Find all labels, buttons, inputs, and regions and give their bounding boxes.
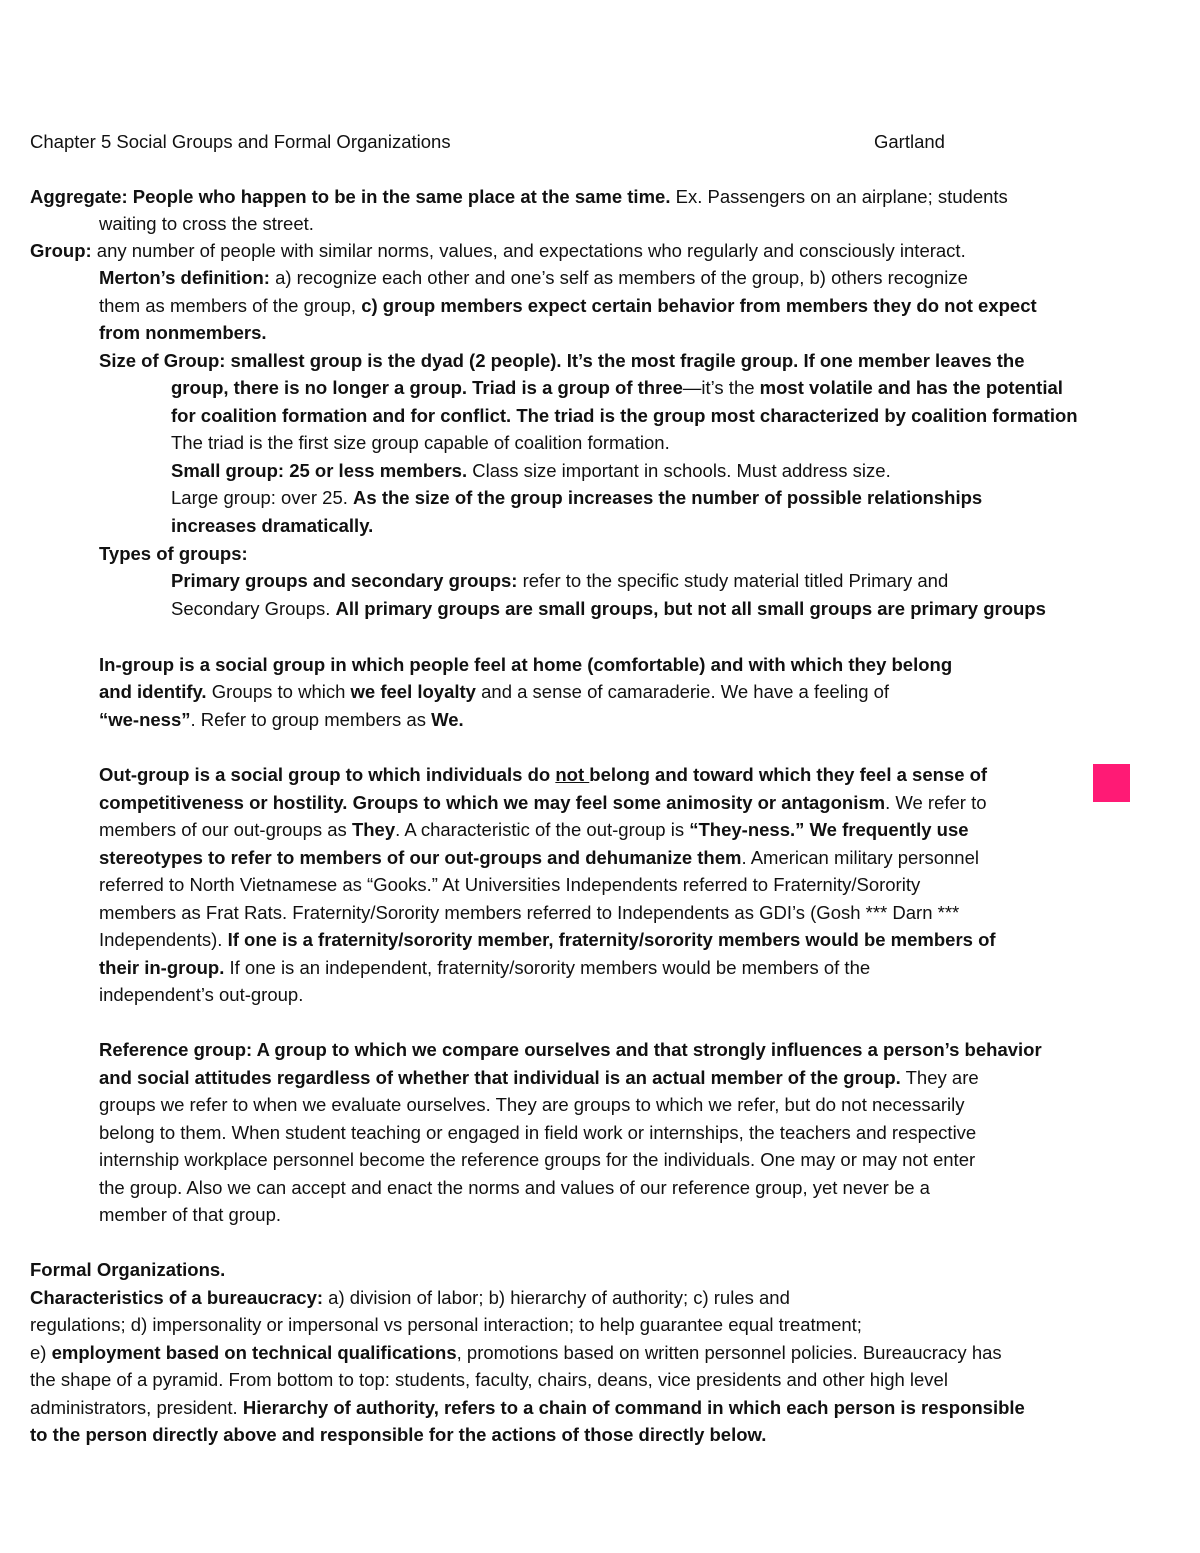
text-line [99,816,969,843]
text-line [30,1311,862,1338]
bold-text: “They-ness.” We frequently use [689,819,969,840]
text-line [99,210,314,237]
text-line [99,1119,976,1146]
text-line [99,1091,965,1118]
text-span: , promotions based on written personnel policies. Bureaucracy has [456,1342,1002,1363]
text-line [30,1394,1025,1421]
text-line [99,292,1037,319]
text-span: administrators, president. [30,1397,243,1418]
bold-text: Reference group: A group to which we compare ourselves and that strongly influences a person’s behavior [99,1039,1042,1060]
text-span: Large group: over 25. [171,487,354,508]
text-span: If one is an independent, fraternity/sorority members would be members of the [224,957,871,978]
author-name: Gartland [874,131,945,152]
bold-text: Hierarchy of authority, refers to a chain of command in which each person is responsible [242,1397,1025,1418]
text-line [99,844,979,871]
text-line [99,540,248,567]
bold-text: c) group members expect certain behavior from members they do not expect [361,295,1037,316]
text-line [171,484,982,511]
text-line [99,871,920,898]
text-span: Class size important in schools. Must address size. [467,460,891,481]
text-span: any number of people with similar norms, values, and expectations who regularly and consciously interact. [91,240,966,261]
text-span: . Refer to group members as [190,709,432,730]
bold-text: group, there is no longer a group. Triad is a group of three [171,377,683,398]
bold-text: employment based on technical qualifications [51,1342,457,1363]
text-line [171,595,1046,622]
bold-text: and social attitudes regardless of whether that individual is an actual member of the group. [99,1067,901,1088]
text-line [30,1366,948,1393]
text-line [99,1036,1042,1063]
text-span: . We refer to [885,792,987,813]
text-line [30,237,966,264]
text-line [99,899,959,926]
text-line [99,1201,281,1228]
text-span: member of that group. [99,1204,282,1225]
text-line [171,429,670,456]
page-title: Chapter 5 Social Groups and Formal Organizations [30,131,451,152]
text-line [99,678,889,705]
text-line [30,1284,790,1311]
text-span: regulations; d) impersonality or impersonal vs personal interaction; to help guarantee equal treatment; [30,1314,862,1335]
bold-text: Characteristics of a bureaucracy: [30,1287,324,1308]
text-span: waiting to cross the street. [99,213,314,234]
text-line [171,512,373,539]
text-line [99,954,870,981]
text-span: e) [30,1342,52,1363]
text-span: groups we refer to when we evaluate ourselves. They are groups to which we refer, but do not necessarily [99,1094,965,1115]
text-span: a) recognize each other and one’s self as members of the group, b) others recognize [269,267,968,288]
text-span: members of our out-groups as [99,819,352,840]
text-span: them as members of the group, [99,295,362,316]
text-line [30,183,1008,210]
text-line [30,1421,766,1448]
bold-text: to the person directly above and responsible for the actions of those directly below. [30,1424,767,1445]
text-span: a) division of labor; b) hierarchy of authority; c) rules and [323,1287,790,1308]
text-span: . A characteristic of the out-group is [395,819,690,840]
bold-text: competitiveness or hostility. Groups to which we may feel some animosity or antagonism [99,792,886,813]
text-line [171,457,891,484]
text-span: and a sense of camaraderie. We have a feeling of [475,681,890,702]
bold-text: Types of groups: [99,543,248,564]
bold-text: we feel loyalty [350,681,476,702]
text-span: —it’s the [682,377,760,398]
bold-text: Small group: 25 or less members. [171,460,468,481]
text-line [99,926,996,953]
bold-text: Merton’s definition: [99,267,270,288]
bold-text: and identify. [99,681,207,702]
bold-text: If one is a fraternity/sorority member, fraternity/sorority members would be members of [227,929,996,950]
bold-text: Size of Group: smallest group is the dyad (2 people). It’s the most fragile group. If one member leaves the [99,350,1025,371]
text-line [171,402,1078,429]
bold-text: Group: [30,240,92,261]
text-span: internship workplace personnel become the reference groups for the individuals. One may or may not enter [99,1149,976,1170]
bold-text: Out-group is a social group to which individuals do [99,764,556,785]
text-span: independent’s out-group. [99,984,304,1005]
bold-text: from nonmembers. [99,322,267,343]
bold-text: They [351,819,396,840]
text-line [99,347,1025,374]
text-span: members as Frat Rats. Fraternity/Sorority members referred to Independents as GDI’s (Gosh *** Darn *** [99,902,960,923]
text-span: Independents). [99,929,228,950]
text-line [99,789,987,816]
text-span: The triad is the first size group capable of coalition formation. [171,432,670,453]
text-span: referred to North Vietnamese as “Gooks.” At Universities Independents referred to Fraternity/Sorority [99,874,921,895]
text-span: refer to the specific study material titled Primary and [517,570,949,591]
text-line [99,1064,979,1091]
bold-text: As the size of the group increases the number of possible relationships [353,487,983,508]
text-line [171,567,948,594]
text-span: the shape of a pyramid. From bottom to top: students, faculty, chairs, deans, vice presidents and other high level [30,1369,948,1390]
bold-text: “we-ness” [99,709,191,730]
bold-text: Aggregate: People who happen to be in the same place at the same time. [30,186,671,207]
text-span: . American military personnel [741,847,979,868]
text-line [99,319,267,346]
bold-text: In-group is a social group in which people feel at home (comfortable) and with which they belong [99,654,953,675]
text-line [30,1339,1002,1366]
bold-text: their in-group. [99,957,225,978]
text-line [99,651,952,678]
bold-text: stereotypes to refer to members of our out-groups and dehumanize them [99,847,742,868]
bold-text: increases dramatically. [171,515,374,536]
text-span: the group. Also we can accept and enact the norms and values of our reference group, yet never be a [99,1177,930,1198]
bold-text: for coalition formation and for conflict. The triad is the group most characterized by coalition formation [171,405,1078,426]
bold-text: Formal Organizations. [30,1259,226,1280]
text-line [99,1174,930,1201]
bold-text: We. [431,709,464,730]
text-span: Ex. Passengers on an airplane; students [670,186,1008,207]
text-span: belong to them. When student teaching or engaged in field work or internships, the teachers and respective [99,1122,977,1143]
bold-text: most volatile and has the potential [759,377,1063,398]
text-line [99,981,303,1008]
text-span: Secondary Groups. [171,598,336,619]
bold-text: Primary groups and secondary groups: [171,570,518,591]
underlined-text: not [555,764,590,785]
bold-text: belong and toward which they feel a sense of [589,764,988,785]
text-line [30,1256,225,1283]
text-span: Groups to which [206,681,351,702]
text-line [99,1146,975,1173]
text-line [99,264,968,291]
bold-text: All primary groups are small groups, but not all small groups are primary groups [335,598,1046,619]
text-line [171,374,1063,401]
pink-marker [1093,764,1130,802]
text-span: They are [900,1067,979,1088]
text-line [99,706,464,733]
text-line [99,761,987,788]
